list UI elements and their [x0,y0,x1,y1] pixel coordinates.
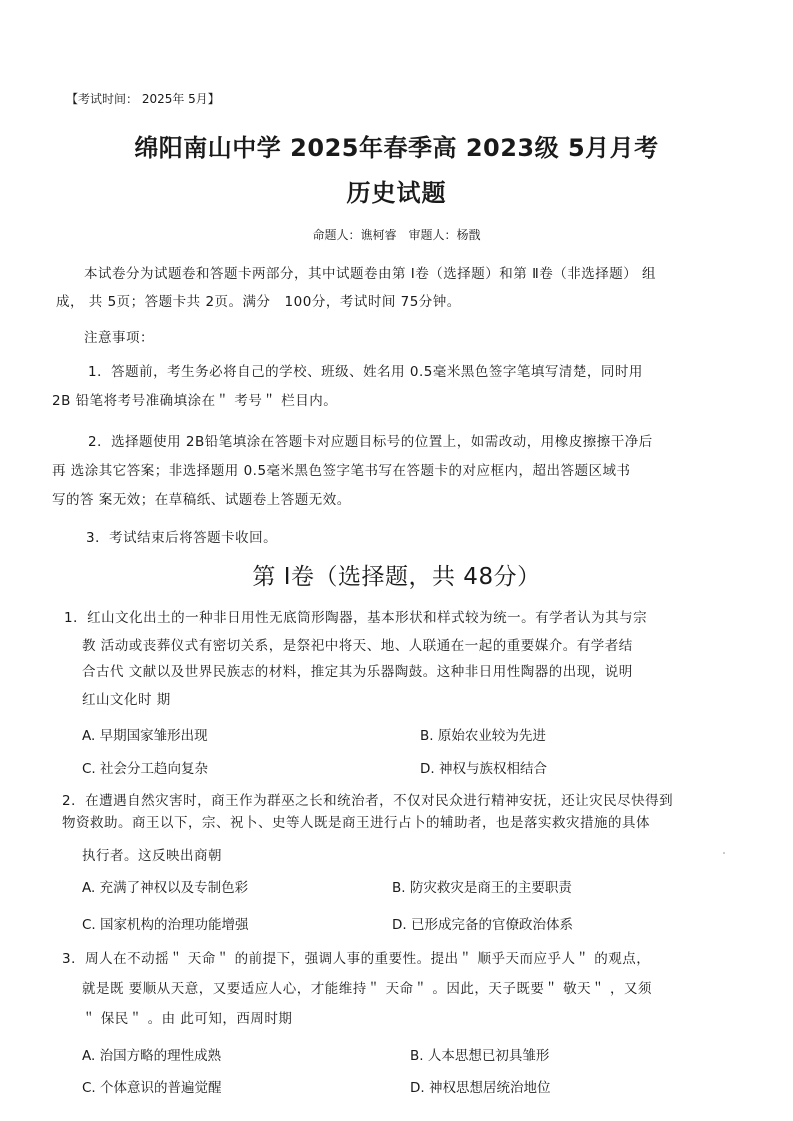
question-3-line-3: ＂ 保民＂ 。由 此可知，西周时期 [82,1011,293,1027]
question-3-option-a: A. 治国方略的理性成熟 [82,1048,222,1064]
notice-item-2-line-3: 写的答 案无效；在草稿纸、试题卷上答题无效。 [52,492,351,508]
question-1-option-b: B. 原始农业较为先进 [420,728,546,744]
notice-item-2-line-1: 2．选择题使用 2B铅笔填涂在答题卡对应题目标号的位置上，如需改动，用橡皮擦擦干净后 [88,434,653,450]
notice-item-1-line-1: 1．答题前，考生务必将自己的学校、班级、姓名用 0.5毫米黑色签字笔填写清楚，同时用 [88,364,643,380]
exam-time-note: 【考试时间： 2025年 5月】 [66,92,220,106]
question-3-option-c: C. 个体意识的普遍觉醒 [82,1080,222,1096]
question-1-line-1: 1．红山文化出土的一种非日用性无底筒形陶器，基本形状和样式较为统一。有学者认为其与宗 [64,610,648,626]
question-2-line-2: 物资救助。商王以下，宗、祝卜、史等人既是商王进行占卜的辅助者，也是落实救灾措施的具体 [62,815,650,831]
intro-line-2: 成， 共 5页；答题卡共 2页。满分 100分，考试时间 75分钟。 [56,294,461,310]
question-2-option-a: A. 充满了神权以及专制色彩 [82,880,249,896]
question-1-line-4: 红山文化时 期 [82,692,171,708]
exam-title: 绵阳南山中学 2025年春季高 2023级 5月月考 [134,134,659,162]
notice-heading: 注意事项： [84,330,154,346]
question-1-line-3: 合古代 文献以及世界民族志的材料，推定其为乐器陶鼓。这种非日用性陶器的出现，说明 [82,664,633,680]
question-1-line-2: 教 活动或丧葬仪式有密切关系，是祭祀中将天、地、人联通在一起的重要媒介。有学者结 [82,638,633,654]
exam-subtitle: 历史试题 [346,179,447,207]
section-title: 第 Ⅰ卷（选择题，共 48分） [252,564,541,590]
question-3-option-b: B. 人本思想已初具雏形 [410,1048,550,1064]
question-1-option-d: D. 神权与族权相结合 [420,761,547,777]
notice-item-3: 3．考试结束后将答题卡收回。 [86,530,278,546]
question-1-option-a: A. 早期国家雏形出现 [82,728,208,744]
question-2-option-c: C. 国家机构的治理功能增强 [82,917,249,933]
question-3-line-2: 就是既 要顺从天意，又要适应人心，才能维持＂ 天命＂ 。因此，天子既要＂ 敬天＂ ，又须 [82,981,652,997]
exam-authors: 命题人：谯柯睿 审题人：杨戬 [312,228,481,242]
question-2-line-3: 执行者。这反映出商朝 [82,848,222,864]
notice-item-1-line-2: 2B 铅笔将考号准确填涂在＂ 考号＂ 栏目内。 [52,393,338,409]
intro-line-1: 本试卷分为试题卷和答题卡两部分，其中试题卷由第 Ⅰ卷（选择题）和第 Ⅱ卷（非选择题） 组 [84,266,656,282]
notice-item-2-line-2: 再 选涂其它答案；非选择题用 0.5毫米黑色签字笔书写在答题卡的对应框内，超出答题区域书 [52,463,631,479]
question-1-option-c: C. 社会分工趋向复杂 [82,761,209,777]
question-2-line-1: 2．在遭遇自然灾害时，商王作为群巫之长和统治者，不仅对民众进行精神安抚，还让灾民尽快得到 [62,793,674,809]
question-3-option-d: D. 神权思想居统治地位 [410,1080,551,1096]
question-2-option-d: D. 已形成完备的官僚政治体系 [392,917,573,933]
question-2-option-b: B. 防灾救灾是商王的主要职责 [392,880,572,896]
question-3-line-1: 3．周人在不动摇＂ 天命＂ 的前提下，强调人事的重要性。提出＂ 顺乎天而应乎人＂ 的观点， [62,951,651,967]
scan-speck [723,852,725,854]
